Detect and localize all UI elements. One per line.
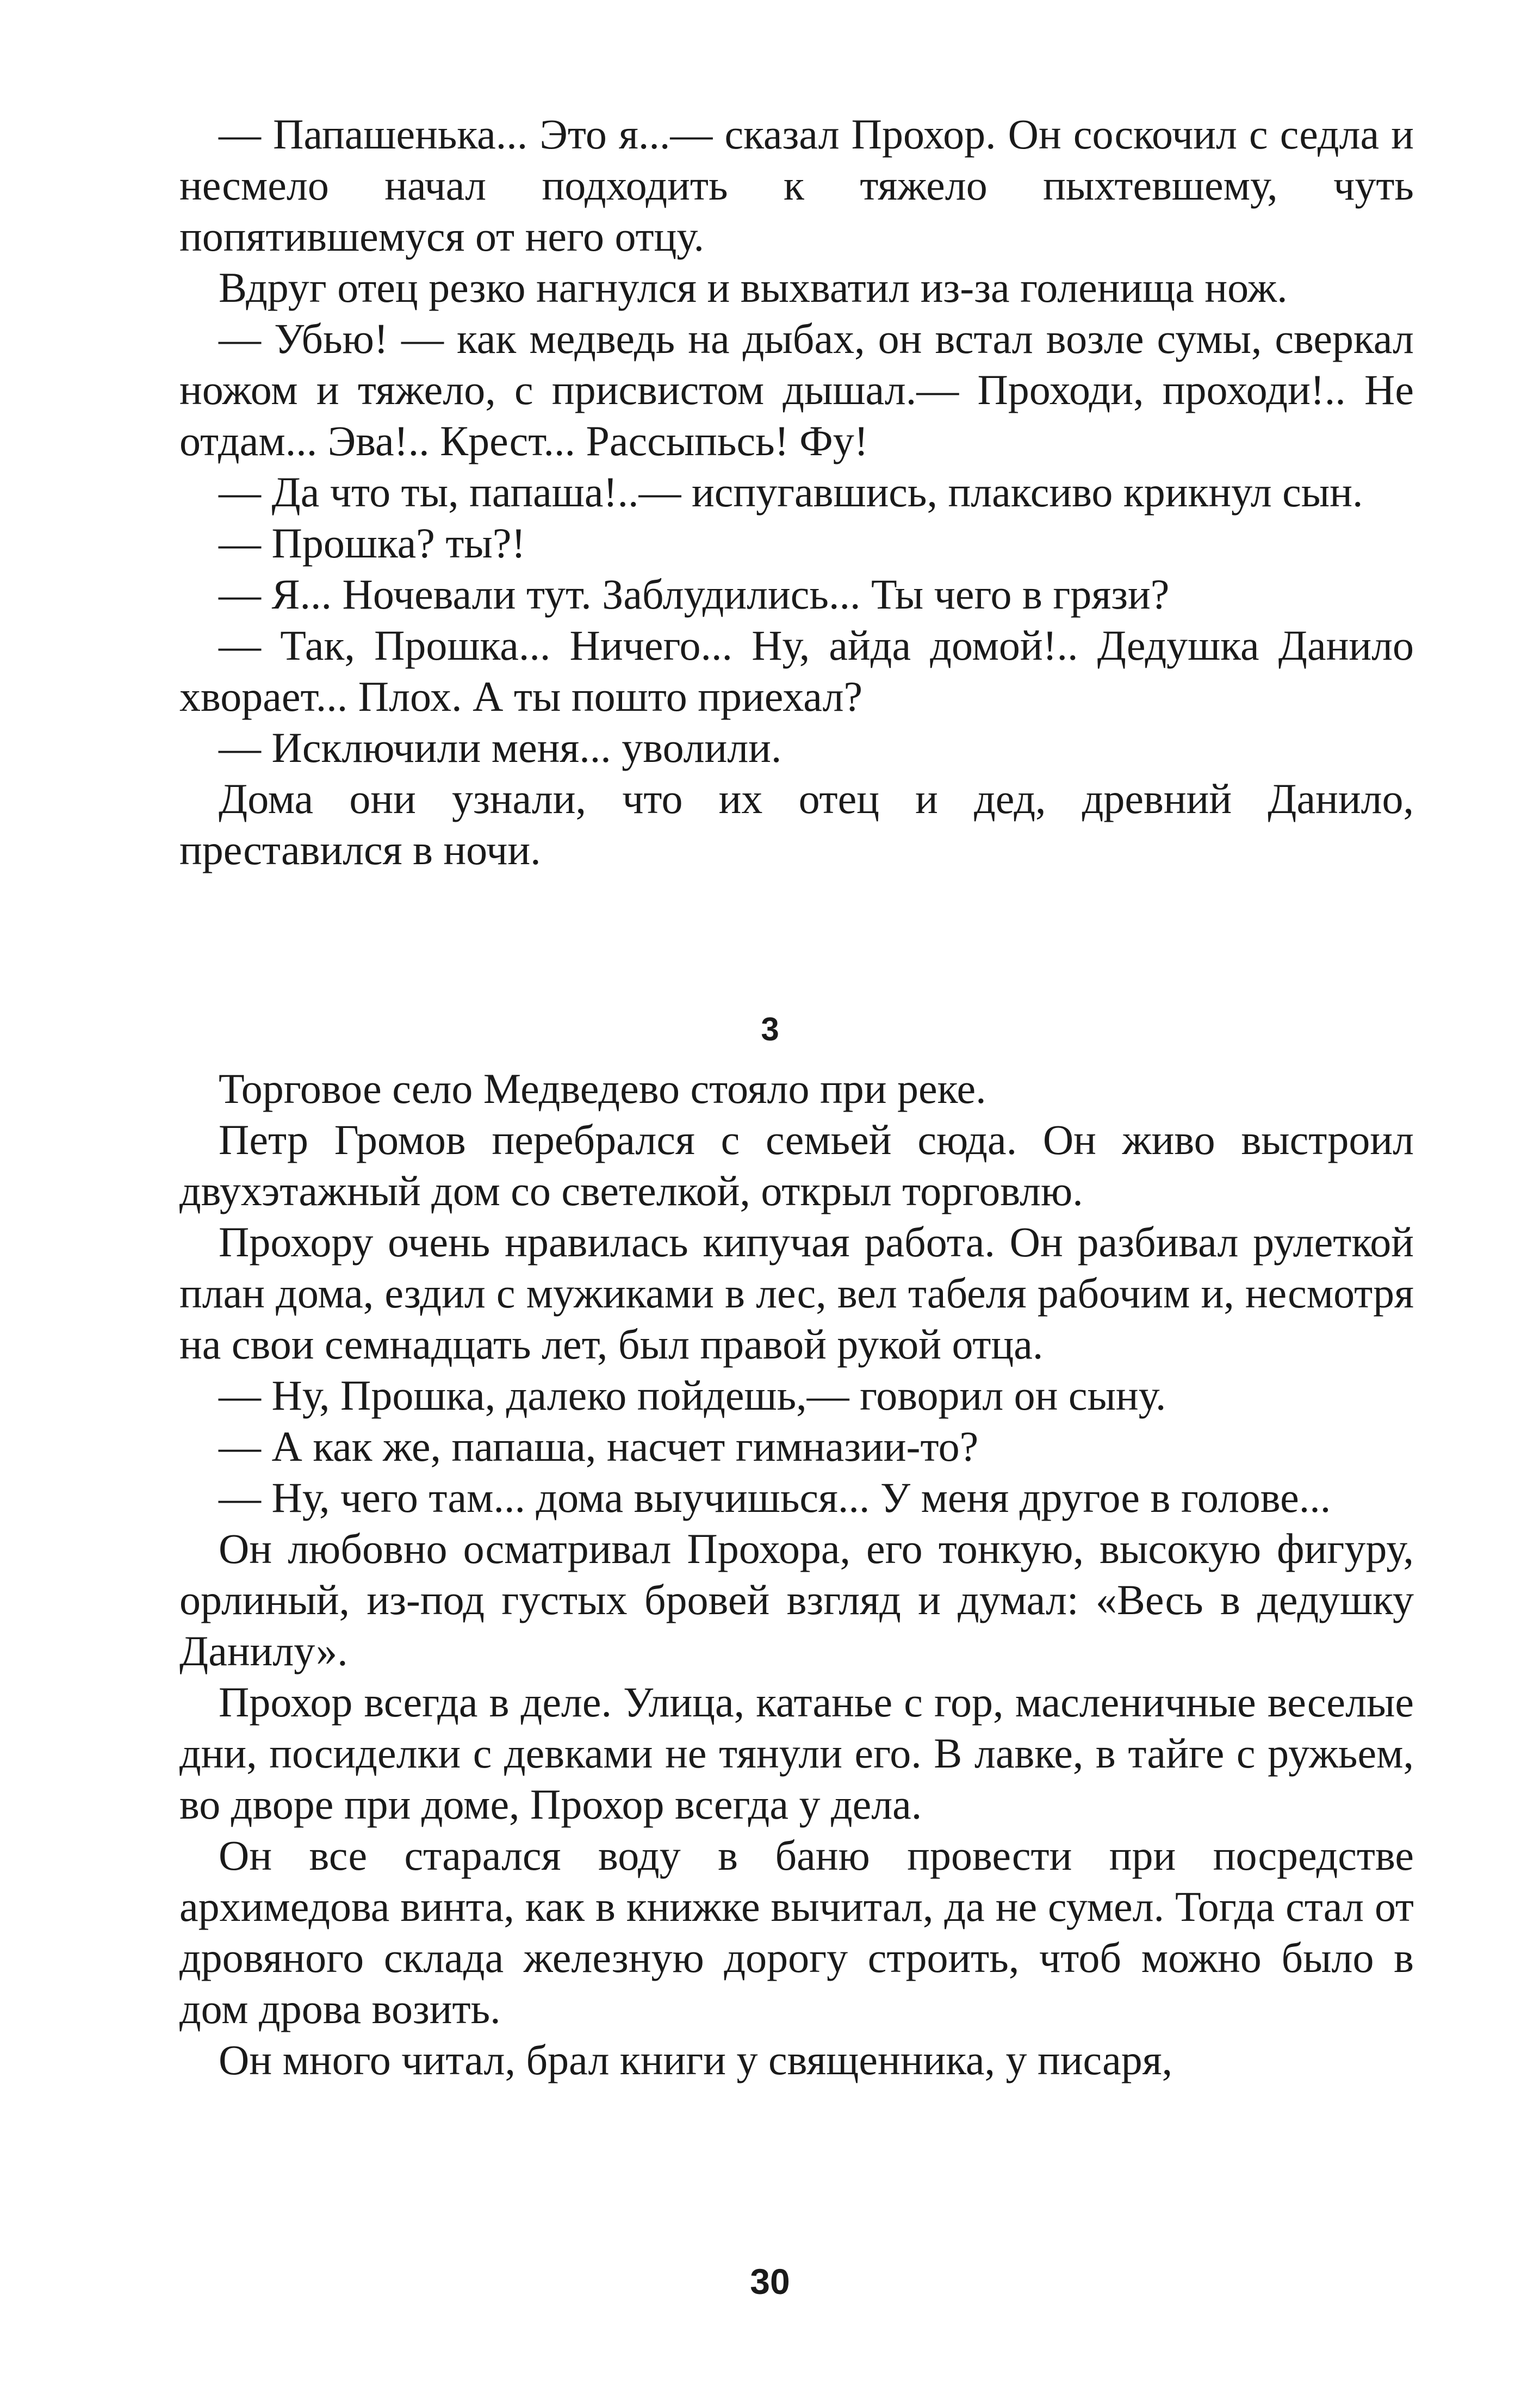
paragraph: — Убью! — как медведь на дыбах, он встал возле сумы, сверкал ножом и тяжело, с присвистом дышал.— Проходи, проходи!.. Не отдам... Эва!.. Крест... Рассыпьсь! Фу! xyxy=(179,315,1414,464)
paragraph: Торговое село Медведево стояло при реке. xyxy=(219,1065,986,1112)
paragraph: — Так, Прошка... Ничего... Ну, айда домой!.. Дедушка Данило хворает... Плох. А ты пошто приехал? xyxy=(179,622,1414,720)
paragraph: — Папашенька... Это я...— сказал Прохор. Он соскочил с седла и несмело начал подходить к тяжело пыхтевшему, чуть попятившемуся от него отцу. xyxy=(179,110,1414,260)
paragraph: Петр Громов перебрался с семьей сюда. Он живо выстроил двухэтажный дом со светелкой, открыл торговлю. xyxy=(179,1116,1414,1214)
section-number: 3 xyxy=(761,1011,779,1047)
paragraph: Он много читал, брал книги у священника, у писаря, xyxy=(219,2036,1173,2083)
paragraph: Прохору очень нравилась кипучая работа. Он разбивал рулеткой план дома, ездил с мужиками в лес, вел табеля рабочим и, несмотря на свои семнадцать лет, был правой рукой отца. xyxy=(179,1218,1414,1368)
page-number: 30 xyxy=(750,2261,790,2302)
text-block-top xyxy=(179,109,1414,876)
paragraph: — Прошка? ты?! xyxy=(219,519,526,567)
text-block-bottom xyxy=(179,1063,1414,2086)
paragraph: — Ну, чего там... дома выучишься... У меня другое в голове... xyxy=(219,1474,1331,1521)
paragraph: — А как же, папаша, насчет гимназии-то? xyxy=(219,1423,979,1470)
paragraph: Он все старался воду в баню провести при посредстве архимедова винта, как в книжке вычитал, да не сумел. Тогда стал от дровяного склада железную дорогу строить, чтоб можно было в дом дрова возить. xyxy=(179,1832,1414,2032)
paragraph: — Да что ты, папаша!..— испугавшись, плаксиво крикнул сын. xyxy=(219,468,1363,516)
paragraph: — Ну, Прошка, далеко пойдешь,— говорил он сыну. xyxy=(219,1372,1166,1419)
paragraph: Прохор всегда в деле. Улица, катанье с гор, масленичные веселые дни, посиделки с девками не тянули его. В лавке, в тайге с ружьем, во дворе при доме, Прохор всегда у дела. xyxy=(179,1678,1414,1828)
paragraph: Вдруг отец резко нагнулся и выхватил из-за голенища нож. xyxy=(219,264,1288,311)
paragraph: — Я... Ночевали тут. Заблудились... Ты чего в грязи? xyxy=(219,570,1170,618)
paragraph: — Исключили меня... уволили. xyxy=(219,724,782,771)
paragraph: Он любовно осматривал Прохора, его тонкую, высокую фигуру, орлиный, из-под густых бровей взгляд и думал: «Весь в дедушку Данилу». xyxy=(179,1525,1414,1675)
paragraph: Дома они узнали, что их отец и дед, древний Данило, преставился в ночи. xyxy=(179,775,1414,873)
